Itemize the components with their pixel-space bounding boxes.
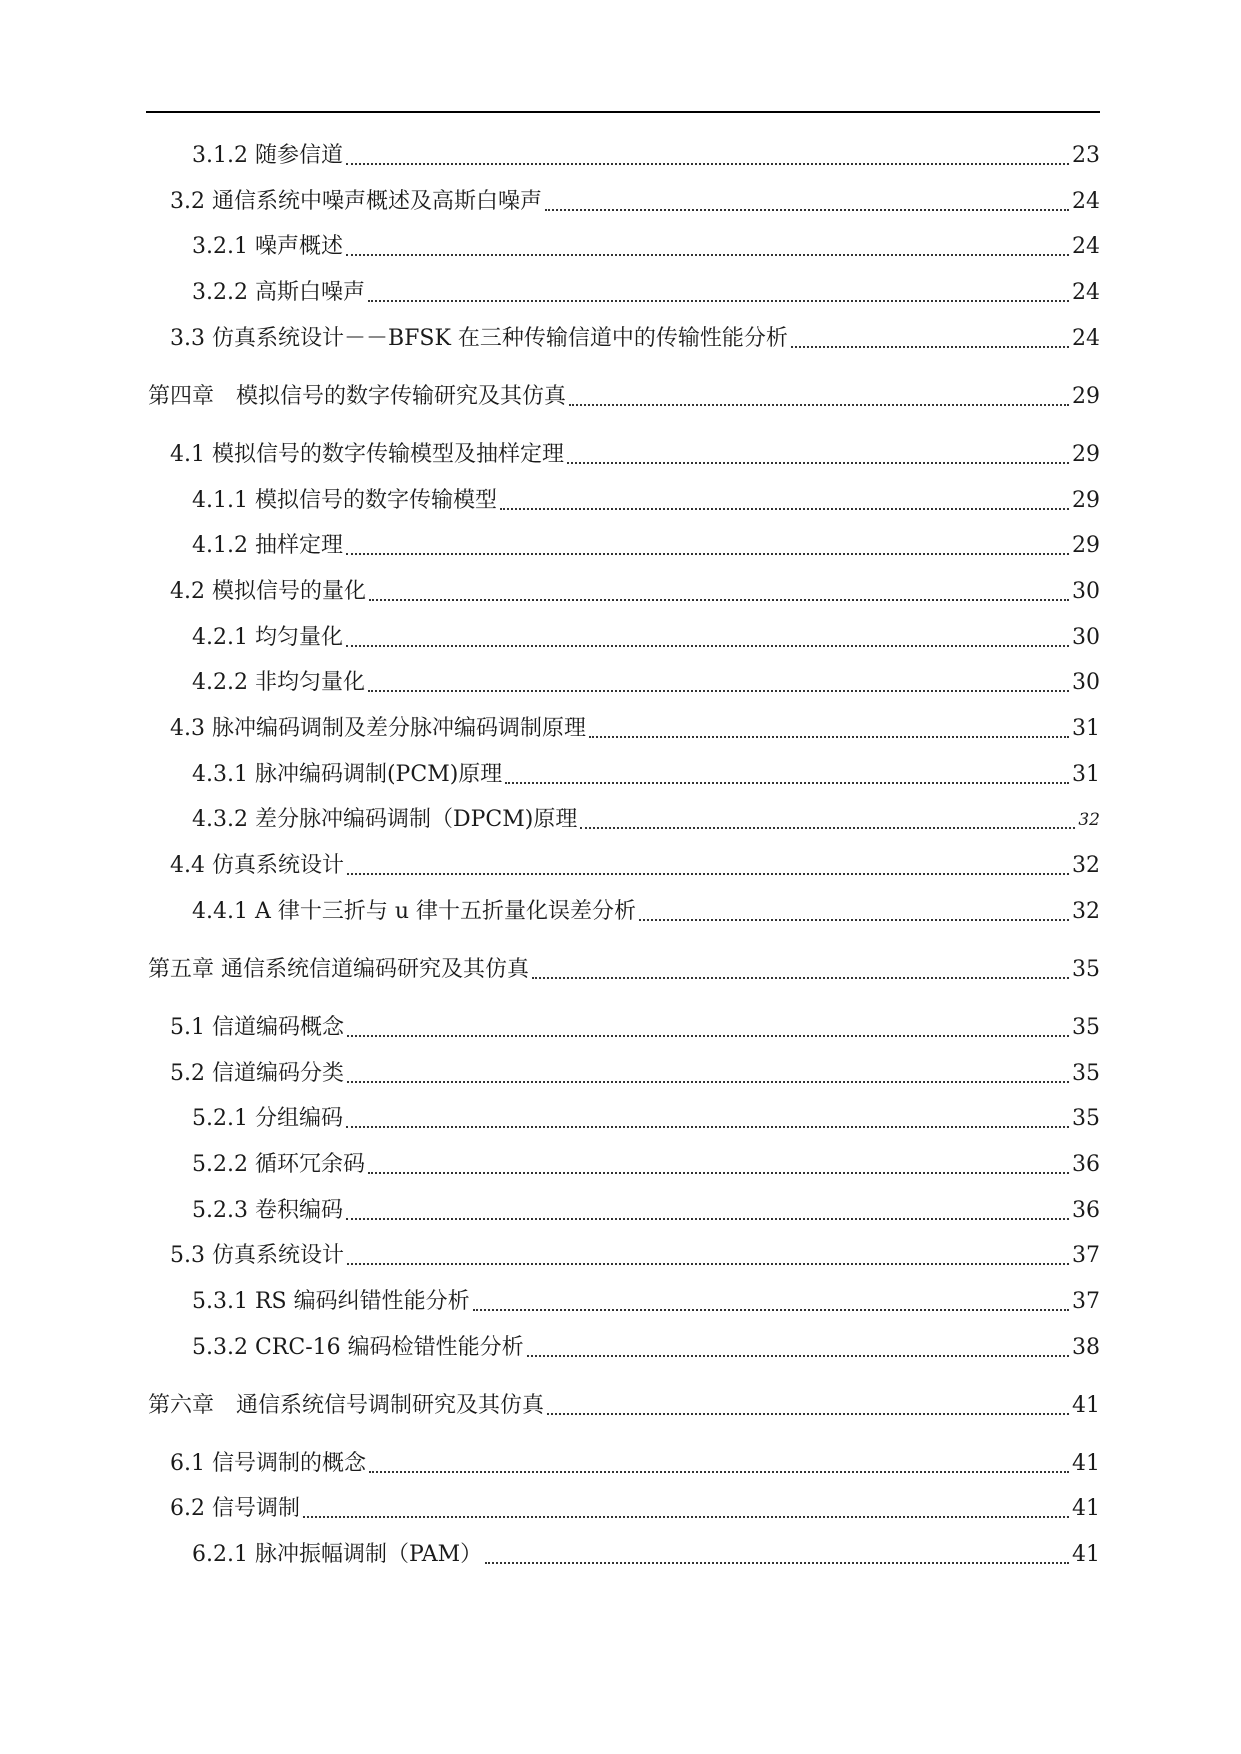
toc-entry-label: 第四章 模拟信号的数字传输研究及其仿真 xyxy=(148,384,567,409)
toc-entry[interactable] xyxy=(192,1102,1100,1136)
toc-page-number: 30 xyxy=(1072,579,1100,604)
toc-dot-leader xyxy=(347,1081,1069,1083)
toc-entry-label: 4.2 模拟信号的量化 xyxy=(170,579,366,604)
toc-dot-leader xyxy=(347,1035,1069,1037)
toc-dot-leader xyxy=(346,1126,1069,1128)
toc-page-number: 29 xyxy=(1072,442,1100,467)
toc-page-number: 35 xyxy=(1072,1106,1100,1131)
toc-entry-label: 3.2.1 噪声概述 xyxy=(192,234,343,259)
toc-entry[interactable] xyxy=(170,1057,1100,1091)
toc-entry[interactable] xyxy=(192,276,1100,310)
toc-dot-leader xyxy=(347,1263,1069,1265)
toc-page-number: 41 xyxy=(1072,1496,1100,1521)
toc-page-number: 24 xyxy=(1072,234,1100,259)
toc-entry[interactable] xyxy=(192,803,1100,837)
toc-entry-label: 5.2.2 循环冗余码 xyxy=(192,1152,365,1177)
toc-entry[interactable] xyxy=(192,1194,1100,1228)
toc-entry[interactable] xyxy=(170,712,1100,746)
toc-entry-label: 5.1 信道编码概念 xyxy=(170,1015,344,1040)
toc-entry[interactable] xyxy=(170,1011,1100,1045)
toc-entry[interactable] xyxy=(170,322,1100,356)
toc-entry-label: 4.2.2 非均匀量化 xyxy=(192,670,365,695)
toc-entry-label: 5.3.1 RS 编码纠错性能分析 xyxy=(192,1289,470,1314)
toc-dot-leader xyxy=(368,690,1069,692)
toc-dot-leader xyxy=(567,462,1069,464)
toc-entry-label: 4.4 仿真系统设计 xyxy=(170,853,344,878)
toc-entry[interactable] xyxy=(192,1538,1100,1572)
toc-entry-label: 第六章 通信系统信号调制研究及其仿真 xyxy=(148,1393,545,1418)
toc-entry[interactable] xyxy=(192,529,1100,563)
toc-entry[interactable] xyxy=(192,1285,1100,1319)
toc-entry[interactable] xyxy=(192,484,1100,518)
toc-page-number: 32 xyxy=(1078,810,1100,830)
toc-entry[interactable] xyxy=(170,849,1100,883)
toc-dot-leader xyxy=(473,1309,1069,1311)
toc-entry[interactable] xyxy=(192,1148,1100,1182)
toc-page-number: 32 xyxy=(1072,853,1100,878)
toc-entry[interactable] xyxy=(192,758,1100,792)
toc-chapter-entry[interactable] xyxy=(148,380,1100,414)
toc-page-number: 41 xyxy=(1072,1451,1100,1476)
toc-entry-label: 5.2.3 卷积编码 xyxy=(192,1198,343,1223)
toc-dot-leader xyxy=(485,1562,1069,1564)
toc-entry-label: 第五章 通信系统信道编码研究及其仿真 xyxy=(148,957,529,982)
toc-entry-label: 5.2 信道编码分类 xyxy=(170,1061,344,1086)
toc-page-number: 30 xyxy=(1072,670,1100,695)
toc-entry-label: 4.1.2 抽样定理 xyxy=(192,533,343,558)
toc-dot-leader xyxy=(347,873,1069,875)
toc-entry-label: 4.3 脉冲编码调制及差分脉冲编码调制原理 xyxy=(170,716,586,741)
toc-entry[interactable] xyxy=(192,1331,1100,1365)
toc-entry[interactable] xyxy=(170,438,1100,472)
toc-dot-leader xyxy=(368,300,1069,302)
toc-entry-label: 4.3.2 差分脉冲编码调制（DPCM)原理 xyxy=(192,807,578,832)
toc-entry-label: 6.1 信号调制的概念 xyxy=(170,1451,366,1476)
header-rule xyxy=(146,111,1100,113)
toc-page-number: 24 xyxy=(1072,189,1100,214)
toc-page-number: 41 xyxy=(1072,1542,1100,1567)
toc-entry-label: 4.3.1 脉冲编码调制(PCM)原理 xyxy=(192,762,503,787)
toc-page-number: 41 xyxy=(1072,1393,1100,1418)
toc-chapter-entry[interactable] xyxy=(148,953,1100,987)
toc-entry-label: 6.2 信号调制 xyxy=(170,1496,300,1521)
toc-dot-leader xyxy=(791,346,1069,348)
toc-dot-leader xyxy=(569,404,1069,406)
toc-entry[interactable] xyxy=(170,575,1100,609)
toc-page-number: 29 xyxy=(1072,384,1100,409)
toc-entry[interactable] xyxy=(192,230,1100,264)
toc-page-number: 29 xyxy=(1072,533,1100,558)
toc-dot-leader xyxy=(346,553,1069,555)
toc-page-number: 35 xyxy=(1072,1015,1100,1040)
toc-dot-leader xyxy=(589,736,1069,738)
toc-entry-label: 4.2.1 均匀量化 xyxy=(192,625,343,650)
toc-entry-label: 4.1.1 模拟信号的数字传输模型 xyxy=(192,488,497,513)
toc-dot-leader xyxy=(346,1218,1069,1220)
toc-entry-label: 6.2.1 脉冲振幅调制（PAM） xyxy=(192,1542,483,1567)
toc-page-number: 38 xyxy=(1072,1335,1100,1360)
toc-entry[interactable] xyxy=(170,1492,1100,1526)
toc-entry-label: 5.3.2 CRC-16 编码检错性能分析 xyxy=(192,1335,524,1360)
toc-dot-leader xyxy=(369,1471,1069,1473)
toc-dot-leader xyxy=(639,919,1069,921)
toc-page-number: 35 xyxy=(1072,957,1100,982)
toc-page-number: 36 xyxy=(1072,1198,1100,1223)
toc-entry-label: 3.2 通信系统中噪声概述及高斯白噪声 xyxy=(170,189,542,214)
toc-page-number: 31 xyxy=(1072,762,1100,787)
toc-dot-leader xyxy=(505,782,1069,784)
toc-entry-label: 4.1 模拟信号的数字传输模型及抽样定理 xyxy=(170,442,564,467)
toc-dot-leader xyxy=(547,1413,1069,1415)
toc-dot-leader xyxy=(500,508,1069,510)
toc-entry-label: 5.2.1 分组编码 xyxy=(192,1106,343,1131)
toc-dot-leader xyxy=(346,645,1069,647)
toc-entry-label: 3.3 仿真系统设计－－BFSK 在三种传输信道中的传输性能分析 xyxy=(170,326,788,351)
toc-entry[interactable] xyxy=(170,1239,1100,1273)
toc-page-number: 37 xyxy=(1072,1289,1100,1314)
toc-entry[interactable] xyxy=(192,895,1100,929)
toc-entry[interactable] xyxy=(192,139,1100,173)
toc-page-number: 31 xyxy=(1072,716,1100,741)
toc-entry[interactable] xyxy=(192,666,1100,700)
toc-dot-leader xyxy=(532,977,1069,979)
toc-entry-label: 3.2.2 高斯白噪声 xyxy=(192,280,365,305)
toc-page-number: 24 xyxy=(1072,326,1100,351)
toc-page-number: 35 xyxy=(1072,1061,1100,1086)
toc-dot-leader xyxy=(346,254,1069,256)
toc-page-number: 24 xyxy=(1072,280,1100,305)
toc-dot-leader xyxy=(368,1172,1069,1174)
toc-dot-leader xyxy=(527,1355,1069,1357)
toc-dot-leader xyxy=(580,827,1075,829)
toc-entry[interactable] xyxy=(170,185,1100,219)
toc-page-number: 29 xyxy=(1072,488,1100,513)
toc-page-number: 32 xyxy=(1072,899,1100,924)
toc-entry-label: 4.4.1 A 律十三折与 u 律十五折量化误差分析 xyxy=(192,899,637,924)
toc-page-number: 23 xyxy=(1072,143,1100,168)
toc-page-number: 36 xyxy=(1072,1152,1100,1177)
toc-entry-label: 5.3 仿真系统设计 xyxy=(170,1243,344,1268)
toc-dot-leader xyxy=(303,1516,1069,1518)
toc-page-number: 37 xyxy=(1072,1243,1100,1268)
toc-dot-leader xyxy=(346,163,1069,165)
toc-dot-leader xyxy=(369,599,1069,601)
toc-entry[interactable] xyxy=(170,1447,1100,1481)
toc-entry-label: 3.1.2 随参信道 xyxy=(192,143,343,168)
toc-dot-leader xyxy=(545,209,1069,211)
toc-chapter-entry[interactable] xyxy=(148,1389,1100,1423)
toc-page-number: 30 xyxy=(1072,625,1100,650)
toc-entry[interactable] xyxy=(192,621,1100,655)
